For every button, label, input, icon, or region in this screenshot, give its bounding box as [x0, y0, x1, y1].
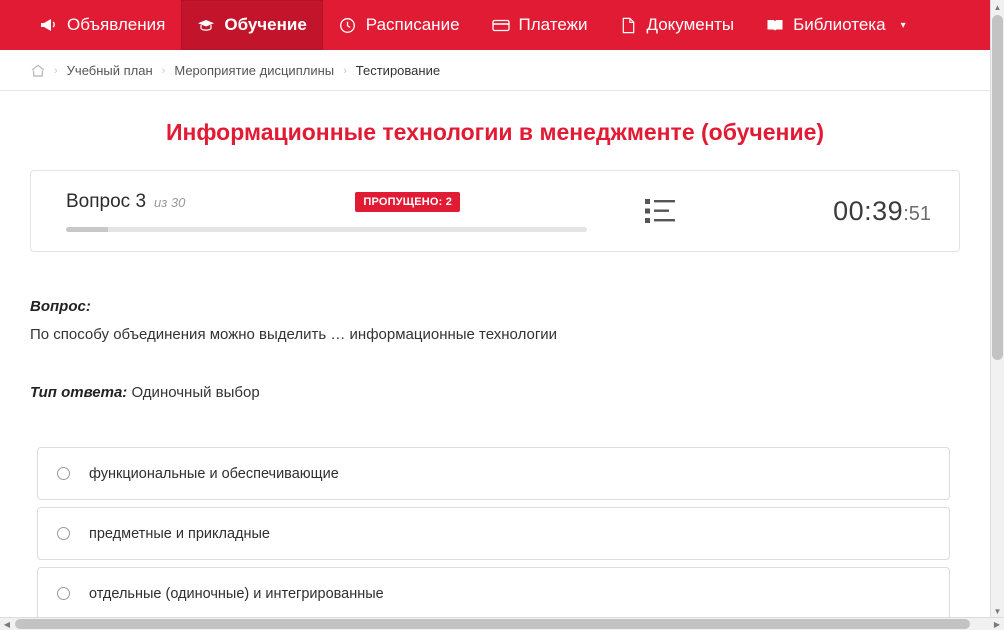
breadcrumb-separator: › [161, 64, 166, 77]
clock-icon [339, 16, 357, 34]
breadcrumb-item-testing: Тестирование [355, 63, 441, 78]
nav-item-learning[interactable] [181, 0, 322, 50]
book-icon [766, 16, 784, 34]
radio-button-icon[interactable] [57, 587, 70, 600]
answer-type-label: Тип ответа: [30, 384, 128, 401]
chevron-down-icon: ▾ [900, 19, 906, 31]
question-progress-section [31, 191, 591, 232]
question-counter [66, 191, 591, 214]
answer-options [37, 447, 950, 618]
question-total: из 30 [154, 194, 186, 210]
answer-type-value: Одиночный выбор [131, 384, 260, 401]
horizontal-scrollbar-thumb[interactable] [15, 619, 970, 629]
main-navigation [0, 0, 990, 50]
nav-label: Обучение [224, 15, 307, 34]
nav-label: Библиотека [793, 15, 886, 34]
page-title: Информационные технологии в менеджменте (обучение) [165, 119, 825, 145]
question-text: По способу объединения можно выделить … информационные технологии [30, 326, 558, 343]
nav-item-payments[interactable] [476, 0, 604, 50]
answer-option-1[interactable] [37, 447, 950, 500]
nav-item-documents[interactable] [603, 0, 750, 50]
answer-option-label: функциональные и обеспечивающие [89, 465, 339, 482]
nav-item-library[interactable] [750, 0, 921, 50]
answer-option-3[interactable] [37, 567, 950, 618]
timer [729, 196, 959, 227]
answer-type-row [30, 384, 960, 401]
breadcrumb-separator: › [54, 64, 58, 77]
timer-minutes: 00:39 [833, 195, 904, 226]
skipped-badge: ПРОПУЩЕНО: 2 [355, 192, 460, 212]
radio-button-icon[interactable] [57, 467, 70, 480]
nav-item-schedule[interactable] [323, 0, 476, 50]
nav-label: Документы [646, 15, 735, 34]
nav-item-announcements[interactable] [24, 0, 181, 50]
breadcrumb-item-discipline-event[interactable]: Мероприятие дисциплины [174, 63, 335, 78]
scroll-left-arrow-icon[interactable]: ◀ [3, 619, 11, 629]
progress-bar-fill [66, 227, 108, 232]
credit-card-icon [492, 16, 510, 34]
list-icon[interactable] [645, 197, 675, 225]
scroll-up-arrow-icon[interactable]: ▲ [991, 0, 1004, 14]
question-number: Вопрос 3 [66, 190, 147, 212]
question-body [0, 252, 990, 401]
scroll-down-arrow-icon[interactable]: ▼ [991, 604, 1004, 618]
nav-label: Объявления [67, 15, 166, 34]
megaphone-icon [40, 16, 58, 34]
horizontal-scrollbar[interactable] [0, 617, 1004, 630]
breadcrumb [0, 50, 990, 91]
progress-bar [66, 227, 587, 232]
answer-option-label: предметные и прикладные [89, 525, 270, 542]
question-header-card [30, 170, 960, 252]
home-icon[interactable] [30, 63, 45, 78]
timer-seconds: :51 [903, 202, 931, 225]
radio-button-icon[interactable] [57, 527, 70, 540]
question-list-section [591, 197, 729, 225]
question-label: Вопрос: [30, 298, 91, 315]
breadcrumb-separator: › [343, 64, 347, 77]
scroll-right-arrow-icon[interactable]: ▶ [993, 619, 1001, 629]
nav-label: Платежи [518, 15, 588, 34]
answer-option-label: отдельные (одиночные) и интегрированные [89, 585, 384, 602]
vertical-scrollbar-thumb[interactable] [992, 15, 1003, 360]
answer-option-2[interactable] [37, 507, 950, 560]
document-icon [619, 16, 637, 34]
vertical-scrollbar[interactable] [990, 0, 1004, 618]
nav-label: Расписание [365, 15, 460, 34]
breadcrumb-item-curriculum[interactable]: Учебный план [66, 63, 153, 78]
graduation-cap-icon [197, 16, 215, 34]
